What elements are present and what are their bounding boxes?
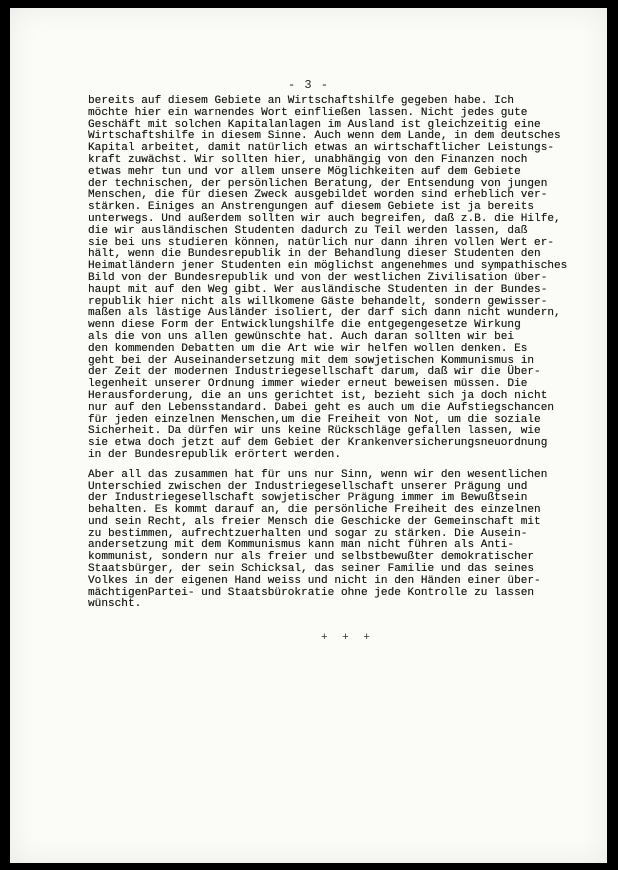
body-text (88, 96, 588, 611)
text-line: für jeden einzelnen Menschen,um die Freiheit von Not, um die soziale (88, 413, 541, 426)
text-line: kraft zuwächst. Wir sollten hier, unabhängig von den Finanzen noch (88, 153, 528, 166)
text-line: in der Bundesrepublik erörtert werden. (88, 448, 341, 461)
text-line: Kapital arbeitet, damit natürlich etwas an wirtschaftlicher Leistungs- (88, 142, 555, 155)
text-line: wünscht. (88, 598, 142, 611)
text-line: bereits auf diesem Gebiete an Wirtschaftshilfe gegeben habe. Ich (88, 95, 515, 107)
text-line: wenn diese Form der Entwicklungshilfe die entgegengesetze Wirkung (88, 319, 521, 332)
text-line: Herausforderung, die an uns gerichtet ist, bezieht sich ja doch nicht (88, 389, 548, 402)
text-line: den kommenden Debatten um die Art wie wir helfen wollen denken. Es (88, 342, 528, 355)
text-line: der Zeit der modernen Industriegesellschaft darum, daß wir die Über- (88, 366, 541, 379)
text-line: die wir ausländischen Studenten dadurch zu Teil werden lassen, daß (88, 224, 528, 237)
text-line: hält, wenn die Bundesrepublik in der Behandlung dieser Studenten den (88, 248, 541, 261)
text-line: möchte hier ein warnendes Wort einfließen lassen. Nicht jedes gute (88, 106, 528, 119)
text-line: und sein Recht, als freier Mensch die Geschicke der Gemeinschaft mit (88, 515, 541, 528)
text-line: maßen als lästige Ausländer isoliert, der darf sich dann nicht wundern, (88, 307, 561, 320)
text-line: nur auf den Lebensstandard. Dabei geht es auch um die Aufstiegschancen (88, 401, 555, 414)
text-line: kommunist, sondern nur als freier und selbstbewußter demokratischer (88, 551, 535, 564)
text-line: Aber all das zusammen hat für uns nur Sinn, wenn wir den wesentlichen (88, 468, 548, 481)
paragraph-2 (88, 470, 588, 612)
text-line: Menschen, die für diesen Zweck ausgebildet worden sind erheblich ver- (88, 189, 548, 202)
text-line: Heimatländern jener Studenten ein möglichst angenehmes und sympathisches (88, 260, 568, 273)
text-line: andersetzung mit dem Kommunismus kann man nicht führen als Anti- (88, 539, 515, 552)
text-line: der Industriegesellschaft sowjetischer Prägung immer im Bewußtsein (88, 492, 528, 505)
text-line: der technischen, der persönlichen Beratung, der Entsendung von jungen (88, 177, 548, 190)
text-line: unterwegs. Und außerdem sollten wir auch begreifen, daß z.B. die Hilfe, (88, 212, 561, 225)
text-line: Unterschied zwischen der Industriegesellschaft unserer Prägung und (88, 480, 528, 493)
text-line: behalten. Es kommt darauf an, die persönliche Freiheit des einzelnen (88, 504, 541, 517)
page-number: - 3 - (287, 78, 329, 92)
text-line: etwas mehr tun und vor allem unsere Möglichkeiten auf dem Gebiete (88, 165, 521, 178)
paragraph-1 (88, 96, 588, 462)
text-line: mächtigenPartei- und Staatsbürokratie ohne jede Kontrolle zu lassen (88, 586, 535, 599)
document-page (10, 8, 607, 863)
end-mark: + + + (320, 632, 374, 644)
text-line: Bild von der Bundesrepublik und von der westlichen Zivilisation über- (88, 271, 548, 284)
text-line: Volkes in der eigenen Hand weiss und nicht in den Händen einer über- (88, 574, 541, 587)
text-line: Sicherheit. Da dürfen wir uns keine Rückschläge gefallen lassen, wie (88, 425, 541, 438)
text-line: stärken. Einiges an Anstrengungen auf diesem Gebiete ist ja bereits (88, 201, 535, 214)
text-line: als die von uns allen gewünschte hat. Auch daran sollten wir bei (88, 330, 515, 343)
text-line: geht bei der Auseinandersetzung mit dem sowjetischen Kommunismus in (88, 354, 535, 367)
text-line: legenheit unserer Ordnung immer wieder erneut beweisen müssen. Die (88, 378, 528, 391)
text-line: Geschäft mit solchen Kapitalanlagen im Ausland ist gleichzeitig eine (88, 118, 541, 131)
text-line: republik hier nicht als willkomene Gäste behandelt, sondern gewisser- (88, 295, 548, 308)
text-line: sie etwa doch jetzt auf dem Gebiet der Krankenversicherungsneuordnung (88, 437, 548, 450)
text-line: sie bei uns studieren können, natürlich nur dann ihren vollen Wert er- (88, 236, 555, 249)
text-line: zu bestimmen, aufrechtzuerhalten und sogar zu stärken. Die Ausein- (88, 527, 528, 540)
text-line: Wirtschaftshilfe in diesem Sinne. Auch wenn dem Lande, in dem deutsches (88, 130, 561, 143)
text-line: Staatsbürger, der sein Schicksal, das seiner Familie und das seines (88, 563, 535, 576)
text-line: haupt mit auf den Weg gibt. Wer ausländische Studenten in der Bundes- (88, 283, 548, 296)
